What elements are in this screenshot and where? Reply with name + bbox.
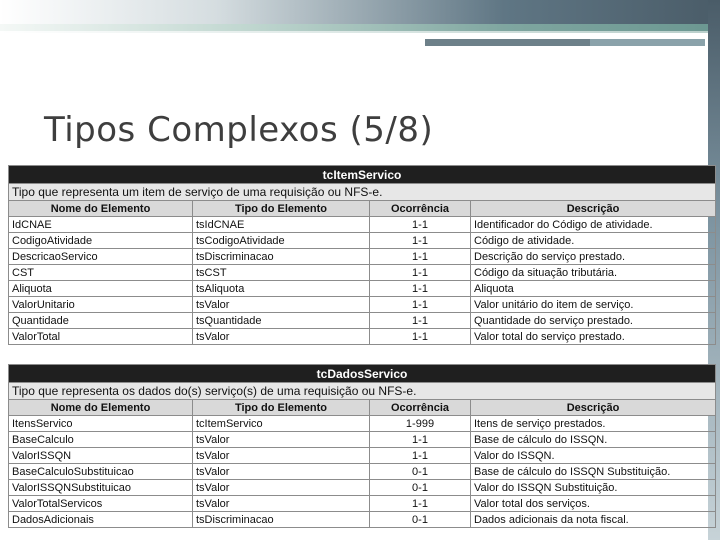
description-cell: Itens de serviço prestados. [471,416,716,432]
element-type-cell: tsAliquota [193,281,370,297]
element-name-cell: BaseCalculoSubstituicao [9,464,193,480]
element-name-cell: DadosAdicionais [9,512,193,528]
table-row [9,249,716,265]
description-cell: Valor do ISSQN. [471,448,716,464]
column-header: Ocorrência [370,201,471,217]
table-row [9,448,716,464]
description-cell: Descrição do serviço prestado. [471,249,716,265]
element-type-cell: tsDiscriminacao [193,512,370,528]
element-name-cell: Aliquota [9,281,193,297]
occurrence-cell: 1-1 [370,313,471,329]
header-decor-thin-line [0,31,720,33]
element-name-cell: CST [9,265,193,281]
occurrence-cell: 1-1 [370,281,471,297]
table-tcdadosservico [8,364,716,528]
column-header: Descrição [471,201,716,217]
occurrence-cell: 1-1 [370,297,471,313]
column-header: Tipo do Elemento [193,400,370,416]
table-row [9,480,716,496]
occurrence-cell: 1-1 [370,265,471,281]
element-type-cell: tcItemServico [193,416,370,432]
table-tcitemservico [8,165,716,345]
description-cell: Identificador do Código de atividade. [471,217,716,233]
element-name-cell: IdCNAE [9,217,193,233]
occurrence-cell: 0-1 [370,512,471,528]
description-cell: Valor total do serviço prestado. [471,329,716,345]
header-decor-line [0,24,720,31]
table-row [9,297,716,313]
element-type-cell: tsQuantidade [193,313,370,329]
description-cell: Dados adicionais da nota fiscal. [471,512,716,528]
table-row [9,496,716,512]
description-cell: Valor total dos serviços. [471,496,716,512]
table-row [9,416,716,432]
element-type-cell: tsDiscriminacao [193,249,370,265]
occurrence-cell: 1-1 [370,249,471,265]
element-type-cell: tsIdCNAE [193,217,370,233]
table-row [9,313,716,329]
table-row [9,217,716,233]
column-header-row [9,201,716,217]
element-type-cell: tsValor [193,464,370,480]
occurrence-cell: 1-999 [370,416,471,432]
column-header: Tipo do Elemento [193,201,370,217]
element-type-cell: tsValor [193,329,370,345]
description-cell: Valor unitário do item de serviço. [471,297,716,313]
table-row [9,329,716,345]
element-name-cell: BaseCalculo [9,432,193,448]
element-name-cell: Quantidade [9,313,193,329]
table-header-row [9,166,716,184]
element-name-cell: ValorISSQNSubstituicao [9,480,193,496]
column-header: Nome do Elemento [9,201,193,217]
description-cell: Quantidade do serviço prestado. [471,313,716,329]
description-cell: Base de cálculo do ISSQN. [471,432,716,448]
table-name: tcDadosServico [9,365,716,383]
element-type-cell: tsCodigoAtividade [193,233,370,249]
element-name-cell: ValorUnitario [9,297,193,313]
element-name-cell: DescricaoServico [9,249,193,265]
description-cell: Aliquota [471,281,716,297]
column-header: Descrição [471,400,716,416]
description-cell: Base de cálculo do ISSQN Substituição. [471,464,716,480]
occurrence-cell: 0-1 [370,464,471,480]
occurrence-cell: 1-1 [370,448,471,464]
table-description-row [9,184,716,201]
column-header: Nome do Elemento [9,400,193,416]
header-accent-dark [425,39,590,46]
table-description-row [9,383,716,400]
table-row [9,281,716,297]
element-name-cell: ValorISSQN [9,448,193,464]
occurrence-cell: 0-1 [370,480,471,496]
table-name: tcItemServico [9,166,716,184]
table-row [9,432,716,448]
element-type-cell: tsValor [193,432,370,448]
element-type-cell: tsCST [193,265,370,281]
slide-title: Tipos Complexos (5/8) [44,110,434,150]
element-name-cell: CodigoAtividade [9,233,193,249]
element-name-cell: ValorTotal [9,329,193,345]
occurrence-cell: 1-1 [370,233,471,249]
header-accent-light [590,39,705,46]
table-row [9,464,716,480]
column-header: Ocorrência [370,400,471,416]
element-name-cell: ValorTotalServicos [9,496,193,512]
occurrence-cell: 1-1 [370,329,471,345]
column-header-row [9,400,716,416]
occurrence-cell: 1-1 [370,432,471,448]
element-name-cell: ItensServico [9,416,193,432]
table-description: Tipo que representa um item de serviço de uma requisição ou NFS-e. [9,184,716,201]
description-cell: Código de atividade. [471,233,716,249]
table-row [9,265,716,281]
occurrence-cell: 1-1 [370,496,471,512]
table-header-row [9,365,716,383]
table-row [9,512,716,528]
element-type-cell: tsValor [193,496,370,512]
table-description: Tipo que representa os dados do(s) serviço(s) de uma requisição ou NFS-e. [9,383,716,400]
element-type-cell: tsValor [193,448,370,464]
element-type-cell: tsValor [193,480,370,496]
header-decor-band [0,0,720,24]
table-row [9,233,716,249]
description-cell: Código da situação tributária. [471,265,716,281]
occurrence-cell: 1-1 [370,217,471,233]
element-type-cell: tsValor [193,297,370,313]
description-cell: Valor do ISSQN Substituição. [471,480,716,496]
